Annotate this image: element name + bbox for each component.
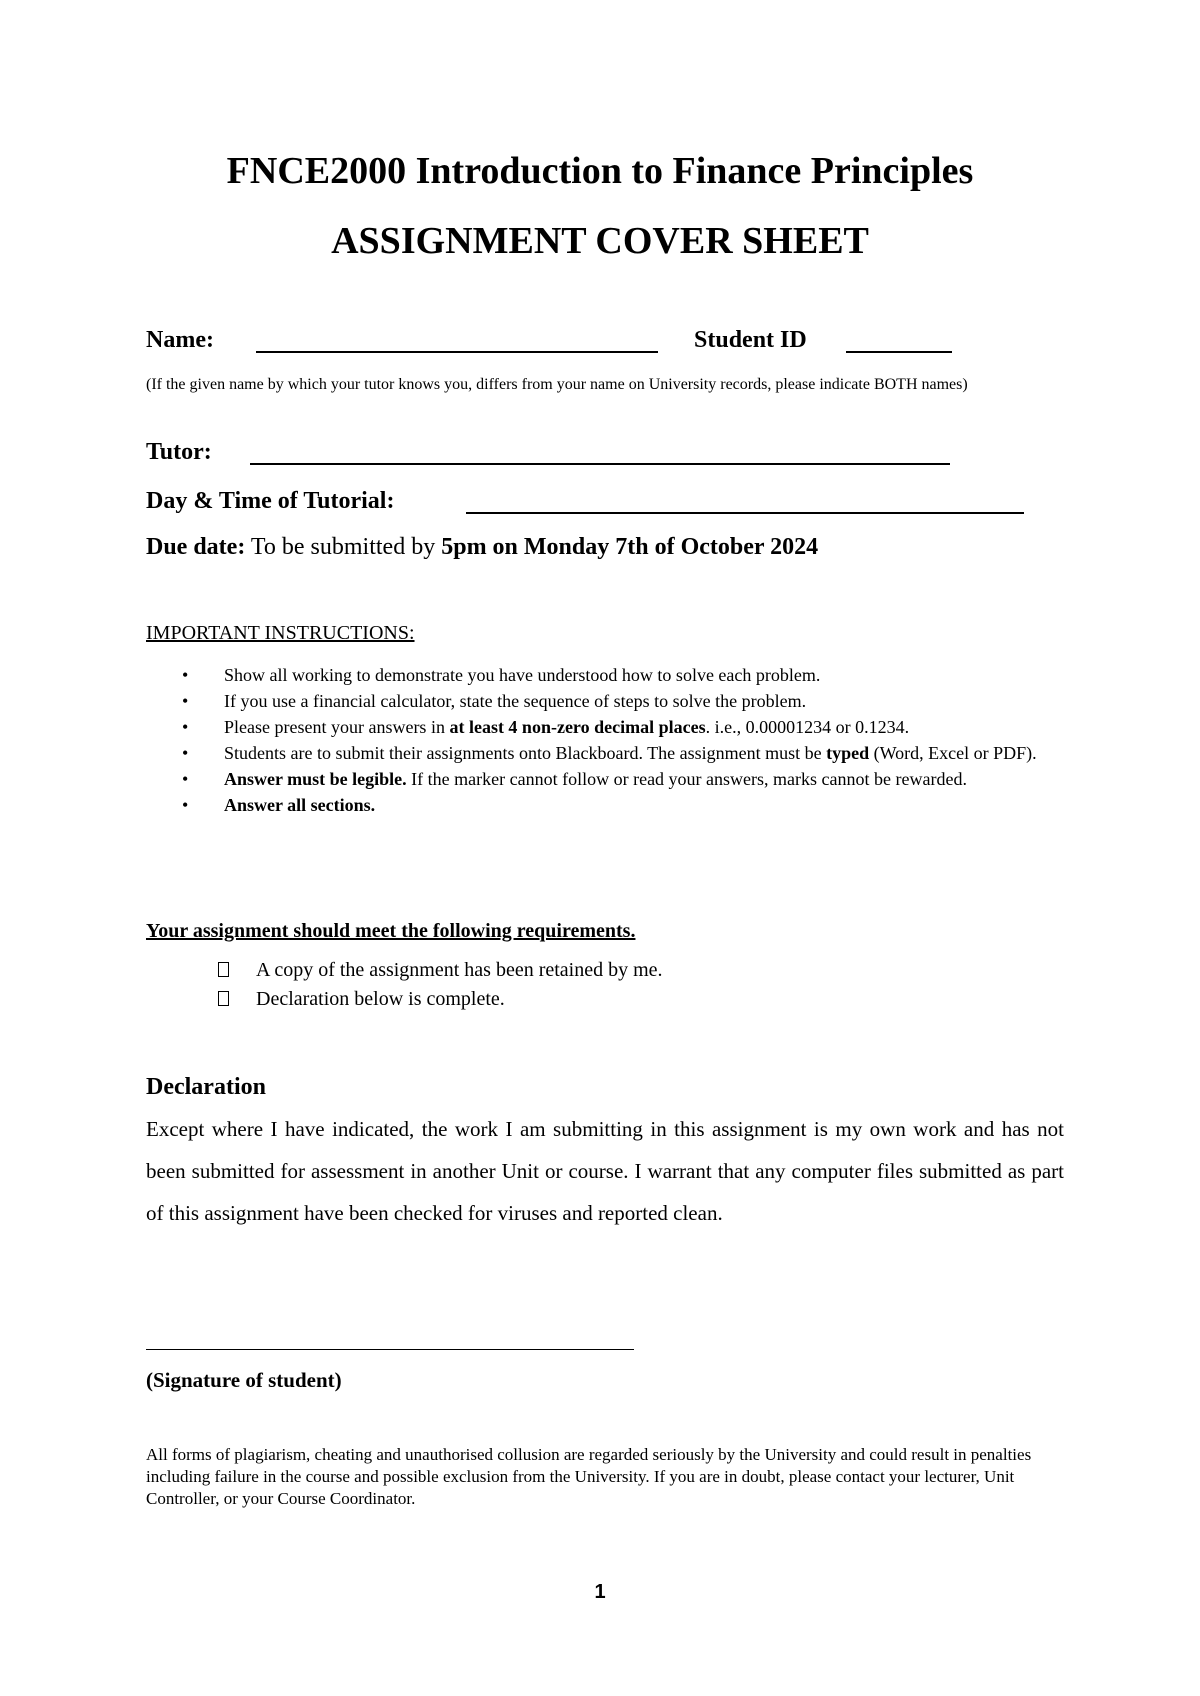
list-item (146, 740, 1066, 766)
bullet: • (182, 717, 189, 737)
student-id-label: Student ID (694, 327, 807, 353)
instruction-bold-text: Answer must be legible. (224, 769, 407, 789)
checklist-item-label: A copy of the assignment has been retained by me. (256, 959, 663, 981)
instruction-bold-text: at least 4 non-zero decimal places (449, 717, 706, 737)
bullet: • (182, 795, 189, 815)
checklist-item (216, 985, 663, 1014)
tutorial-field-line[interactable] (466, 512, 1024, 514)
plagiarism-note: All forms of plagiarism, cheating and unauthorised collusion are regarded seriously by the University and could result in penalties including failure in the course and possible exclusion from the University. If you are in doubt, please contact your lecturer, Unit Controller, or your Course Coordinator. (146, 1445, 1032, 1508)
signature-line[interactable] (146, 1349, 634, 1350)
checklist-item (216, 956, 663, 985)
due-date-line (146, 532, 818, 562)
bullet: • (182, 691, 189, 711)
requirements-checklist (216, 956, 663, 1014)
list-item (146, 766, 1066, 792)
instruction-bold-text: Answer all sections. (224, 795, 376, 815)
tutorial-label: Day & Time of Tutorial: (146, 488, 395, 514)
sheet-title: ASSIGNMENT COVER SHEET (331, 220, 869, 262)
course-title: FNCE2000 Introduction to Finance Principles (226, 150, 974, 192)
bullet: • (182, 665, 189, 685)
bullet: • (182, 769, 189, 789)
due-date-label: Due date: (146, 534, 246, 560)
list-item (146, 792, 1066, 818)
bullet: • (182, 743, 189, 763)
list-item (146, 688, 1066, 714)
name-label: Name: (146, 327, 214, 353)
due-date-text: To be submitted by (250, 534, 436, 560)
requirements-heading: Your assignment should meet the following requirements. (146, 920, 636, 942)
declaration-heading: Declaration (146, 1074, 266, 1100)
list-item (146, 662, 1066, 688)
instruction-text: . i.e., 0.00001234 or 0.1234. (705, 717, 910, 737)
name-field-line[interactable] (256, 351, 658, 353)
instruction-text: Students are to submit their assignments onto Blackboard. The assignment must be (224, 743, 827, 763)
checkbox-icon[interactable] (218, 991, 229, 1006)
instruction-text: If you use a financial calculator, state the sequence of steps to solve the problem. (224, 691, 807, 711)
due-date-value: 5pm on Monday 7th of October 2024 (441, 534, 819, 560)
declaration-body: Except where I have indicated, the work I am submitting in this assignment is my own work and has not been submitted for assessment in another Unit or course. I warrant that any computer files submitted as part of this assignment have been checked for viruses and reported clean. (146, 1117, 1064, 1225)
instruction-text: Please present your answers in (224, 717, 450, 737)
list-item (146, 714, 1066, 740)
tutor-label: Tutor: (146, 439, 212, 465)
instruction-text: Show all working to demonstrate you have understood how to solve each problem. (224, 665, 821, 685)
instructions-list (146, 662, 1066, 818)
student-id-field-line[interactable] (846, 351, 952, 353)
name-note: (If the given name by which your tutor knows you, differs from your name on University records, please indicate BOTH names) (146, 376, 968, 393)
page-number: 1 (594, 1581, 606, 1603)
instructions-heading: IMPORTANT INSTRUCTIONS: (146, 622, 415, 644)
instruction-bold-text: typed (826, 743, 870, 763)
instruction-text: If the marker cannot follow or read your answers, marks cannot be rewarded. (406, 769, 967, 789)
checklist-item-label: Declaration below is complete. (256, 988, 505, 1010)
tutor-field-line[interactable] (250, 463, 950, 465)
signature-label: (Signature of student) (146, 1368, 342, 1392)
instruction-text: (Word, Excel or PDF). (869, 743, 1037, 763)
checkbox-icon[interactable] (218, 962, 229, 977)
